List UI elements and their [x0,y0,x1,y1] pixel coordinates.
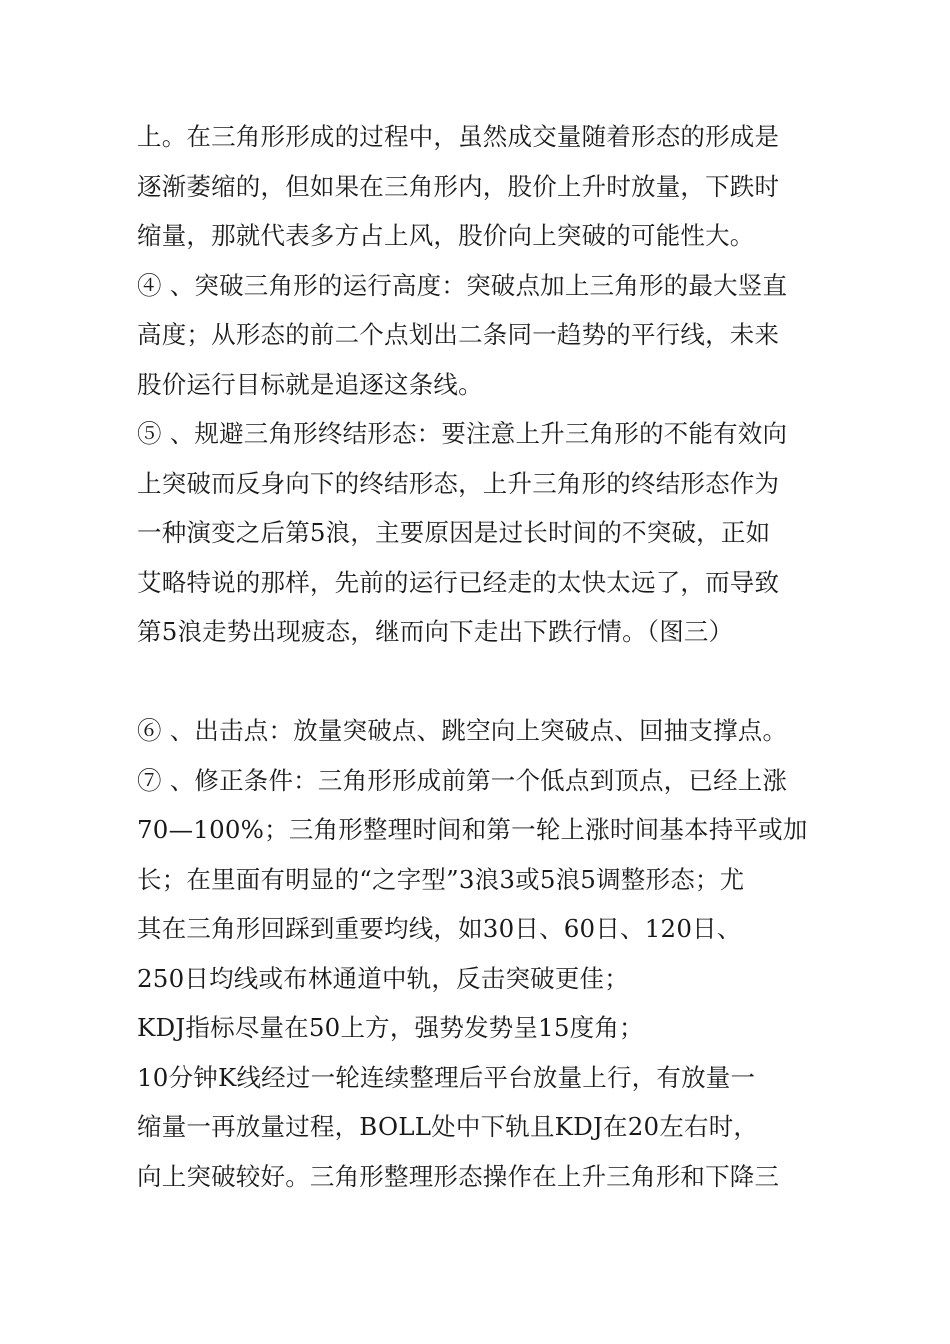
text-line: 其在三角形回踩到重要均线，如30日、60日、120日、 [137,914,742,943]
text-line: 上突破而反身向下的终结形态，上升三角形的终结形态作为 [137,468,780,498]
text-line: 一种演变之后第5浪，主要原因是过长时间的不突破，正如 [137,518,771,547]
text-line: 向上突破较好。三角形整理形态操作在上升三角形和下降三 [137,1161,780,1191]
text-line: 艾略特说的那样，先前的运行已经走的太快太远了，而导致 [137,567,780,597]
text-line: 缩量，那就代表多方占上风，股价向上突破的可能性大。 [137,221,755,250]
text-line: 股价运行目标就是追逐这条线。 [137,369,483,399]
text-line: ④ 、突破三角形的运行高度：突破点加上三角形的最大竖直 [137,270,788,300]
text-line: ⑥ 、出击点：放量突破点、跳空向上突破点、回抽支撑点。 [137,716,788,745]
text-line: 10分钟K线经过一轮连续整理后平台放量上行，有放量一 [137,1062,756,1092]
text-line: 250日均线或布林通道中轨，反击突破更佳； [137,963,629,993]
text-line: 缩量一再放量过程，BOLL处中下轨且KDJ在20左右时， [137,1112,759,1141]
body-text [137,112,837,1201]
text-line: 上。在三角形形成的过程中，虽然成交量随着形态的形成是 [137,122,780,151]
text-line: 长；在里面有明显的“之字型”3浪3或5浪5调整形态；尤 [137,864,745,894]
blank-line [137,657,837,707]
text-line: 第5浪走势出现疲态，继而向下走出下跌行情。（图三） [137,617,734,646]
text-line: ⑦ 、修正条件：三角形形成前第一个低点到顶点，已经上涨 [137,765,788,795]
text-line: 逐渐萎缩的，但如果在三角形内，股价上升时放量，下跌时 [137,171,780,201]
text-line: ⑤ 、规避三角形终结形态：要注意上升三角形的不能有效向 [137,419,788,448]
text-line: 高度；从形态的前二个点划出二条同一趋势的平行线，未来 [137,320,780,349]
text-line: 70—100%；三角形整理时间和第一轮上涨时间基本持平或加 [137,815,808,844]
text-line: KDJ指标尽量在50上方，强势发势呈15度角； [137,1013,644,1042]
